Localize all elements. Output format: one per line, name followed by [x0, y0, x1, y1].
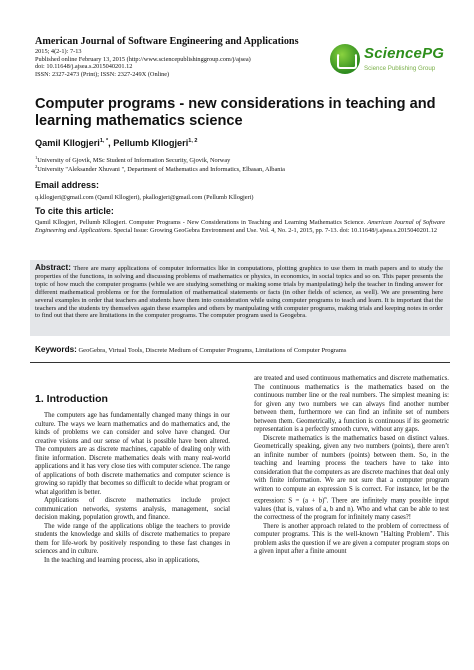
email-addresses: q.kllogjeri@gmail.com (Qamil Kllogjeri), pkallogjeri@gmail.com (Pellumb Kllogjeri) — [35, 194, 254, 201]
publication-date: Published online February 13, 2015 (http://www.sciencepublishinggroup.com/j/ajsea) — [35, 55, 251, 63]
abstract-label: Abstract: — [35, 263, 71, 272]
author-list — [35, 138, 197, 148]
left-column — [35, 412, 230, 565]
paper-title: Computer programs - new considerations in teaching and learning mathematics science — [35, 96, 436, 129]
abstract-text: There are many applications of computer informatics like in computations, plotting graphics to use them in math papers and to study the properties of the functions, in solving and discussing problems of mathematics or physics, in economics, in social topics and so on. This paper presents the topic of how much the computer programs (while we are studying something or making some trials by manipulating) help the teacher in finding answer for different mathematical problems or for the formulation of mathematical statements or facts (in other fields of science, as well). We are presenting here several examples in order that teachers and students have them into consideration while using computer programs to teach and learn. It is important that the teachers and the students try themselves again these examples and others by manipulating with computer programs, making trials and keeping notes in order to find out that there are limitations in the computer programs. The computer program used is Geogebra. — [35, 265, 443, 320]
paragraph — [254, 435, 449, 523]
email-heading: Email address: — [35, 180, 100, 190]
section-divider — [30, 362, 450, 363]
affiliation — [35, 164, 285, 173]
affiliation-text: University "Aleksander Xhuvani ", Department of Mathematics and Informatics, Elbasan, Albania — [37, 166, 285, 174]
right-column — [254, 375, 449, 557]
keywords — [35, 345, 445, 354]
citation-journal: American Journal of Software Engineering and Applications. — [35, 219, 445, 234]
issn-line: ISSN: 2327-2473 (Print); ISSN: 2327-249X (Online) — [35, 70, 170, 78]
citation-authors-title: Qamil Kllogjeri, Pellumb Kllogjeri. Computer Programs - New Considerations in Teaching and Learning Mathematics Science. — [35, 219, 366, 226]
journal-issue: 2015; 4(2-1): 7-13 — [35, 48, 82, 55]
logo-icon — [330, 44, 360, 74]
paragraph: There is another approach related to the problem of correctness of computer programs. This is the well-known "Halting Problem". This problem asks the question if we are given a computer program stops on a given input after a finite amount — [254, 522, 449, 556]
doi-line: doi: 10.11648/j.ajsea.s.2015040201.12 — [35, 63, 133, 71]
cite-heading: To cite this article: — [35, 206, 114, 216]
citation-text — [35, 219, 445, 235]
paragraph: In the teaching and learning process, also in applications, — [44, 556, 200, 564]
author-affiliation-mark: 1, * — [99, 138, 109, 144]
paragraph-text: . There are infinitely many possible input values (that is, values of a, b and n). Who and what can be able to test the correctness of the program for infinitely many cases?! — [254, 497, 450, 522]
abstract — [35, 264, 443, 320]
affiliation-mark: 2 — [35, 164, 38, 169]
logo-subtitle: Science Publishing Group — [364, 65, 436, 72]
exponent: n — [324, 495, 327, 500]
journal-title: American Journal of Software Engineering and Applications — [35, 36, 299, 47]
affiliation — [35, 155, 230, 164]
keywords-label: Keywords: — [35, 345, 77, 354]
author-separator: , — [108, 138, 114, 149]
section-heading: 1. Introduction — [35, 393, 108, 405]
paragraph-text: Discrete mathematics is the mathematics based on distinct values. Geometrically speaking, given any two numbers (points), there aren’t an infinite number of numbers (points) between them. So, in the teaching and learning process the teachers have to take into consideration that the computers as are discrete machines that deal only with finite information. We are not sure that a computer program written to compute an expression S is correct. For instance, let be the expression: S = (a + b) — [254, 434, 449, 505]
affiliation-mark: 1 — [35, 155, 38, 160]
paragraph: The computers age has fundamentally changed many things in our culture. The ways we learn mathematics and do mathematics and, the kinds of problems we can consider and solve have changed. Our creative visions and our sense of what is possible have been altered. The computers are as discrete machines, capable of dealing only with finite information. Discrete mathematics deals with many real-world applications and it has very close ties with computer science. The range of applications of both discrete mathematics and computer science is growing so rapidly that becomes so difficult to decide what program or what algorithm is better. — [35, 412, 230, 496]
paragraph: The wide range of the applications oblige the teachers to provide students the knowledge and skills of discrete mathematics to prepare them for life-work by positively responding to these fast changes in sciences and in culture. — [35, 522, 230, 555]
keywords-text: GeoGebra, Virtual Tools, Discrete Medium of Computer Programs, Limitations of Computer Programs — [78, 347, 347, 354]
author-name: Qamil Kllogjeri — [35, 138, 100, 149]
logo-name: SciencePG — [364, 45, 445, 62]
paragraph: are treated and used continuous mathematics and discrete mathematics. The continuous mathematics is the mathematics based on the continuous number line or the real numbers. The simplest meaning is: for given any two numbers we can always find another number between them, furthermore we can find an infinite set of numbers between them. Geometrically, a function is continuous if its geometric representation is a perfectly smooth curve, without any gaps. — [254, 375, 449, 433]
publisher-logo — [330, 44, 444, 78]
author-name: Pellumb Kllogjeri — [113, 138, 189, 149]
paragraph: Applications of discrete mathematics include project communication networks, systems analysis, management, social decision making, population growth, and finance. — [35, 497, 230, 521]
affiliation-text: University of Gjovik, MSc Student of Information Security, Gjovik, Norway — [37, 157, 231, 165]
author-affiliation-mark: 1, 2 — [188, 138, 198, 144]
citation-details: Special Issue: Growing GeoGebra Environment and Use. Vol. 4, No. 2-1, 2015, pp. 7-13. doi: 10.11648/j.ajsea.s.2015040201.12 — [113, 227, 438, 234]
